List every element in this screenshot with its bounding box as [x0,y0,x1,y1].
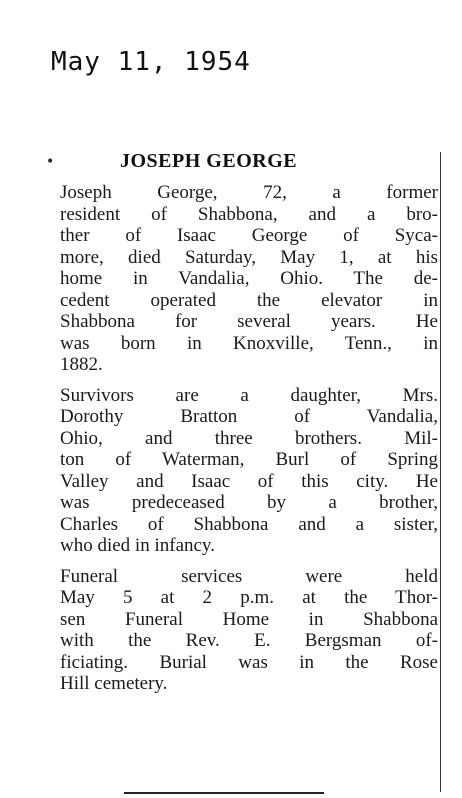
paragraph-3 [60,566,438,695]
text-line: Valley and Isaac of this city. He [60,470,438,492]
text-line: was predeceased by a brother, [60,492,438,513]
text-line: Ohio, and three brothers. Mil- [60,427,438,449]
obituary-clipping [36,148,436,788]
text-line: home in Vandalia, Ohio. The de- [60,268,438,289]
headline: JOSEPH GEORGE [120,150,298,172]
date-stamp: May 11, 1954 [51,47,251,77]
text-line: Joseph George, 72, a former [60,182,438,203]
text-line: ton of Waterman, Burl of Spring [60,449,438,470]
text-line: ficiating. Burial was in the Rose [60,651,438,673]
paragraph-2 [60,385,438,557]
text-line: with the Rev. E. Bergsman of- [60,630,438,651]
bullet-mark: • [46,154,55,170]
text-line: ther of Isaac George of Syca- [60,225,438,246]
text-line: sen Funeral Home in Shabbona [60,608,438,630]
text-line: Hill cemetery. [60,673,168,694]
text-line: Survivors are a daughter, Mrs. [60,384,438,406]
paragraph-1 [60,182,438,376]
text-line: cedent operated the elevator in [60,289,438,311]
article-body [60,182,438,704]
text-line: Dorothy Bratton of Vandalia, [60,406,438,427]
text-line: May 5 at 2 p.m. at the Thor- [60,587,438,608]
text-line: resident of Shabbona, and a bro- [60,203,438,225]
text-line: 1882. [60,354,103,375]
text-line: Funeral services were held [60,565,438,587]
column-rule-bottom [124,792,324,794]
text-line: Shabbona for several years. He [60,311,438,332]
column-rule-right [440,152,441,792]
text-line: Charles of Shabbona and a sister, [60,513,438,535]
text-line: who died in infancy. [60,535,215,556]
text-line: more, died Saturday, May 1, at his [60,246,438,268]
text-line: was born in Knoxville, Tenn., in [60,332,438,354]
